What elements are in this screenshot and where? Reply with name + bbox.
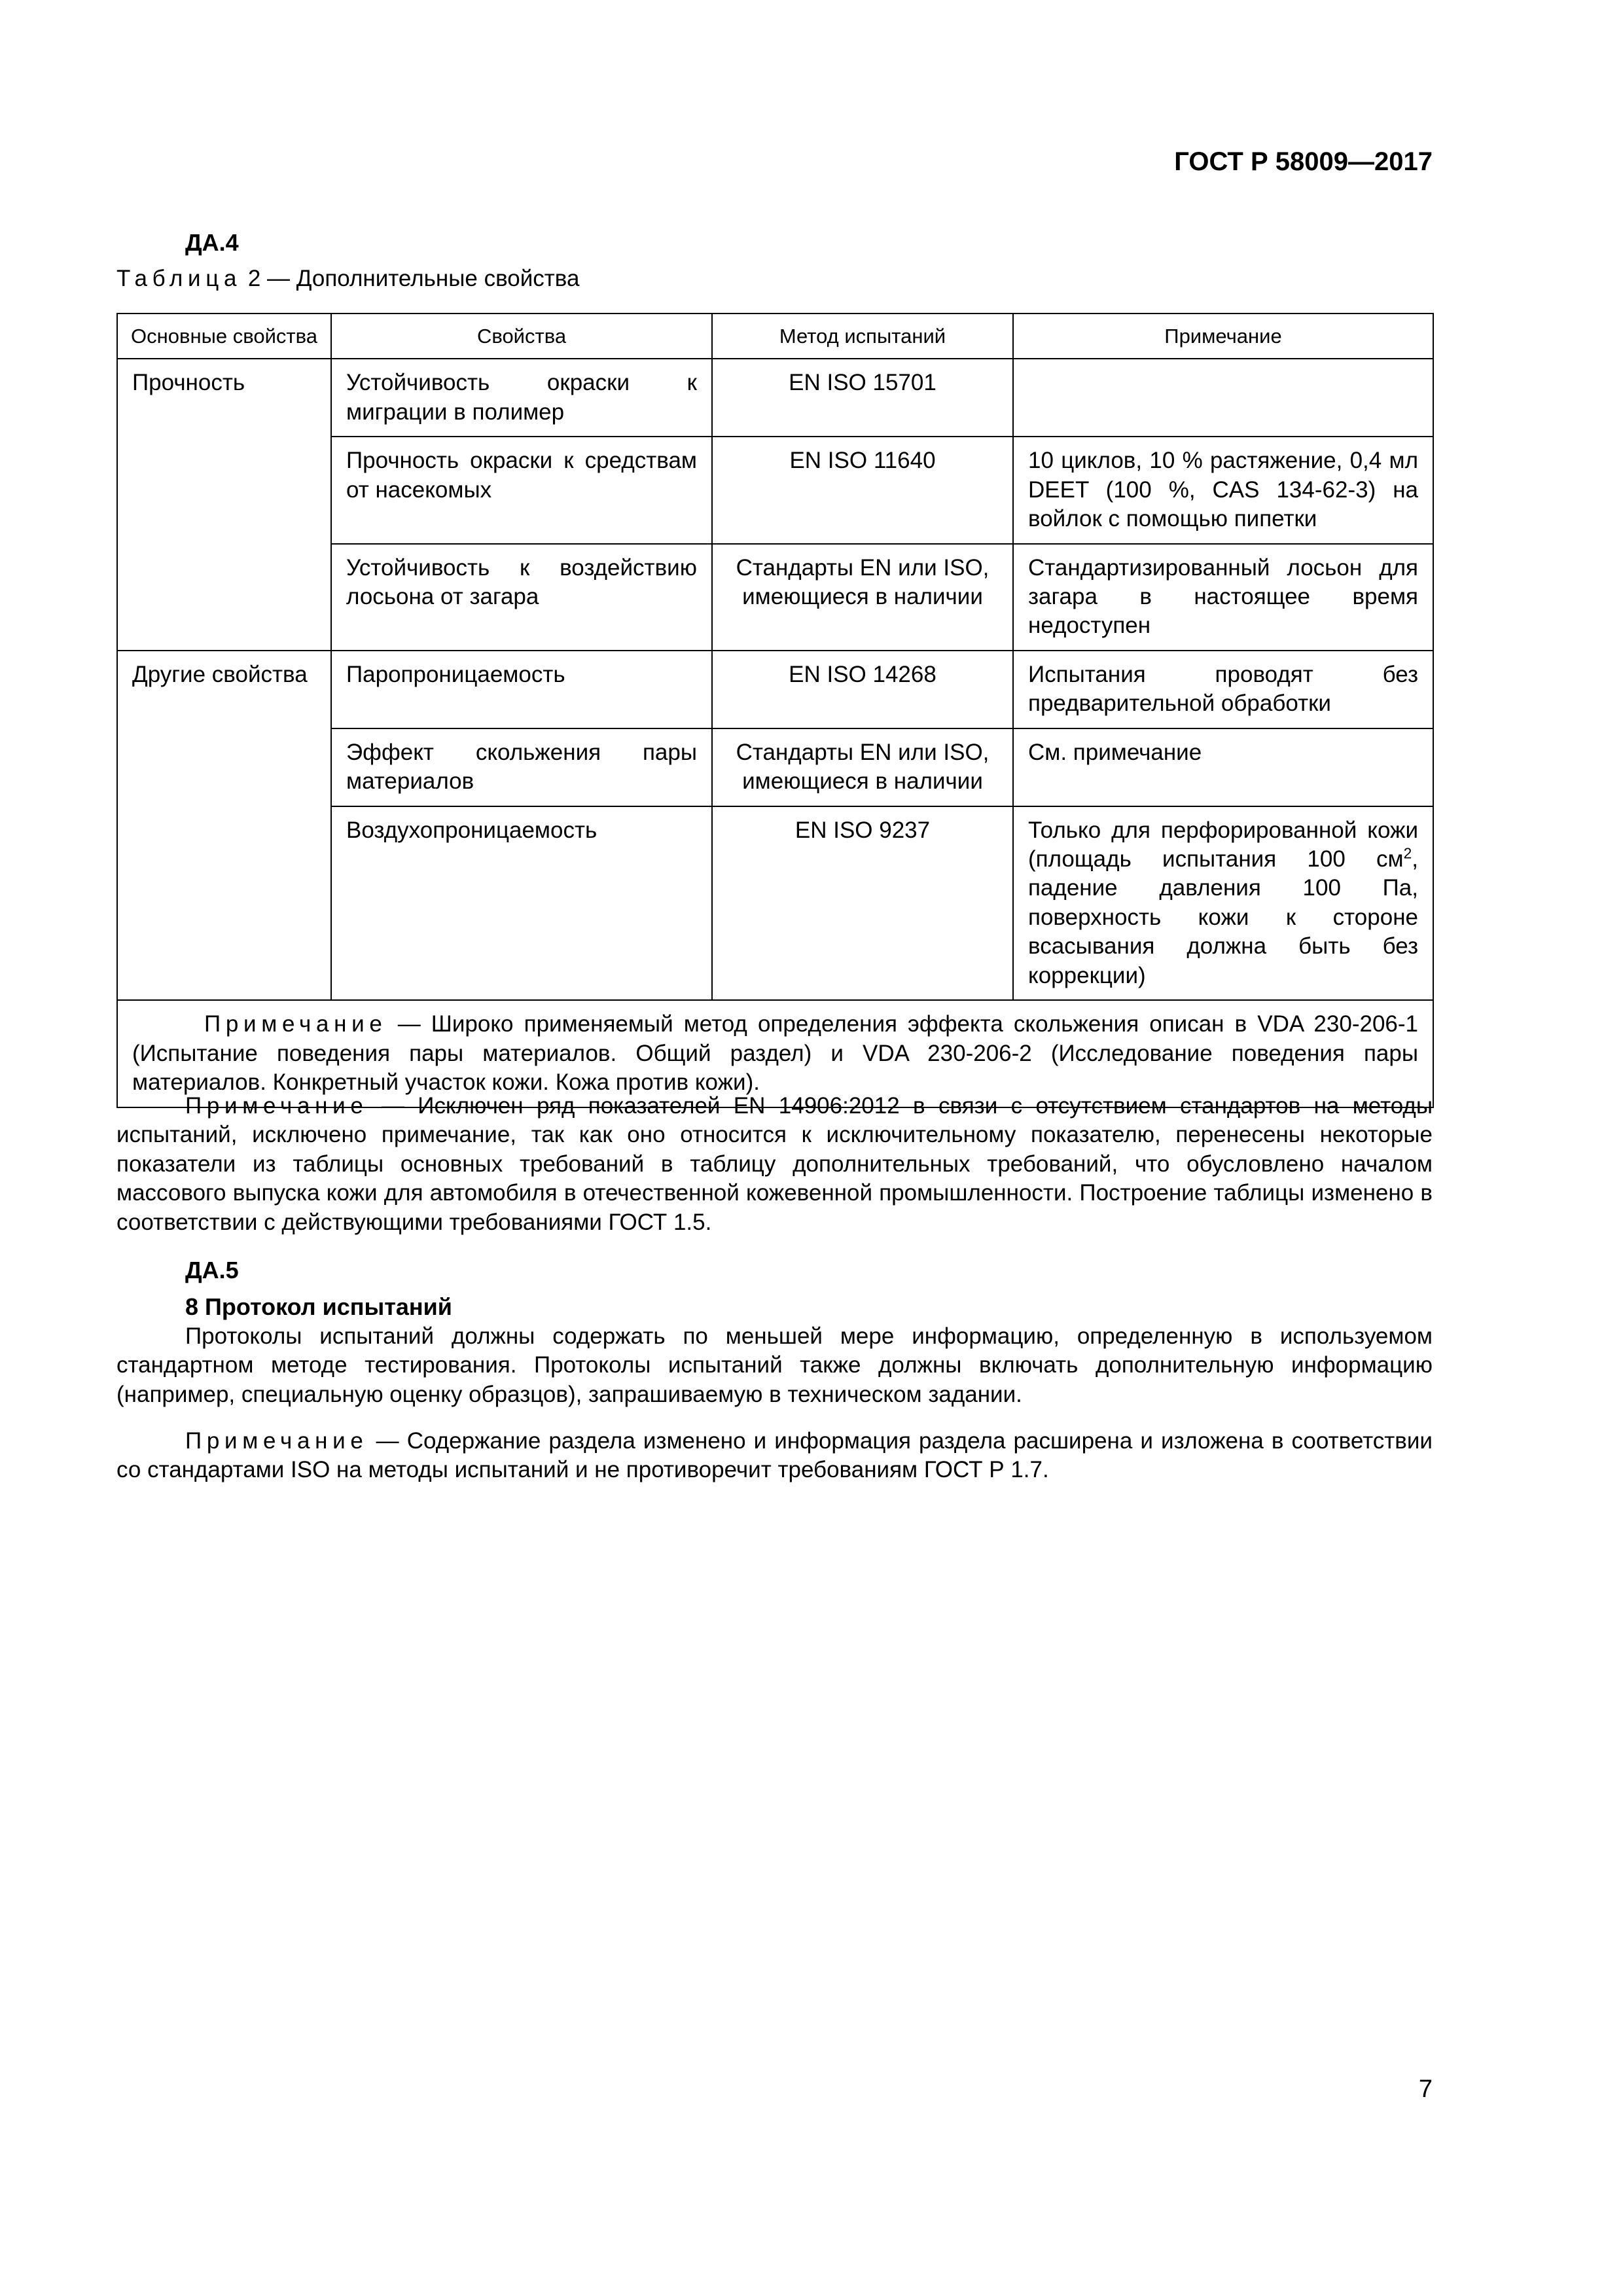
additional-properties-table bbox=[116, 313, 1434, 1108]
footnote-word: Примечание bbox=[204, 1011, 387, 1037]
note-cell bbox=[1013, 359, 1433, 437]
property-cell: Воздухопроницаемость bbox=[331, 806, 712, 1001]
method-cell: Стандарты EN или ISO, имеющиеся в наличии bbox=[712, 544, 1013, 651]
note-paragraph-1 bbox=[116, 1092, 1433, 1237]
note-cell: Только для перфорированной кожи (площадь испытания 100 $см^2$, падение давления 100 Па, поверхность кожи к стороне всасывания должна быть без коррекции) bbox=[1013, 806, 1433, 1001]
table-row bbox=[117, 651, 1433, 728]
property-cell: Прочность окраски к средствам от насекомых bbox=[331, 437, 712, 543]
method-cell: EN ISO 15701 bbox=[712, 359, 1013, 437]
column-header: Метод испытаний bbox=[712, 314, 1013, 359]
table-row bbox=[117, 359, 1433, 437]
column-header: Основные свойства bbox=[117, 314, 331, 359]
table-caption-text: 2 — Дополнительные свойства bbox=[241, 266, 580, 291]
property-cell: Устойчивость окраски к миграции в полимер bbox=[331, 359, 712, 437]
property-cell: Устойчивость к воздействию лосьона от загара bbox=[331, 544, 712, 651]
note-cell: 10 циклов, 10 % растяжение, 0,4 мл DEET (100 %, CAS 134-62-3) на войлок с помощью пипетки bbox=[1013, 437, 1433, 543]
note-cell: Стандартизированный лосьон для загара в настоящее время недоступен bbox=[1013, 544, 1433, 651]
note-cell: Испытания проводят без предварительной обработки bbox=[1013, 651, 1433, 728]
column-header: Примечание bbox=[1013, 314, 1433, 359]
method-cell: Стандарты EN или ISO, имеющиеся в наличии bbox=[712, 728, 1013, 806]
note-text: — Исключен ряд показателей EN 14906:2012 в связи с отсутствием стандартов на методы испытаний, исключено примечание, так как оно относится к исключительному показателю, перенесены некоторые показатели из таблицы основных требований в таблицу дополнительных требований, что обусловлено началом массового выпуска кожи для автомобиля в отечественной кожевенной промышленности. Построение таблицы изменено в соответствии с действующими требованиями ГОСТ 1.5. bbox=[116, 1093, 1433, 1235]
note-cell: См. примечание bbox=[1013, 728, 1433, 806]
property-cell: Паропроницаемость bbox=[331, 651, 712, 728]
method-cell: EN ISO 11640 bbox=[712, 437, 1013, 543]
footnote-text: — Широко применяемый метод определения эффекта скольжения описан в VDA 230-206-1 (Испытание поведения пары материалов. Общий раздел) и VDA 230-206-2 (Исследование поведения пары материалов. Конкретный участок кожи. Кожа против кожи). bbox=[132, 1011, 1418, 1096]
section-8-heading: 8 Протокол испытаний bbox=[185, 1293, 452, 1320]
table-header-row bbox=[117, 314, 1433, 359]
group-cell-strength: Прочность bbox=[117, 359, 331, 651]
note-word: Примечание bbox=[185, 1093, 368, 1119]
property-cell: Эффект скольжения пары материалов bbox=[331, 728, 712, 806]
section-8-paragraph: Протоколы испытаний должны содержать по меньшей мере информацию, определенную в используемом стандартном методе тестирования. Протоколы испытаний также должны включать дополнительную информацию (например, специальную оценку образцов), запрашиваемую в техническом задании. bbox=[116, 1323, 1433, 1407]
table-caption-word: Таблица bbox=[116, 266, 242, 291]
note-paragraph-2 bbox=[116, 1427, 1433, 1485]
method-cell: EN ISO 14268 bbox=[712, 651, 1013, 728]
page-number: 7 bbox=[1418, 2075, 1433, 2103]
section-da5-heading: ДА.5 bbox=[185, 1257, 239, 1283]
group-cell-other: Другие свойства bbox=[117, 651, 331, 1000]
document-code: ГОСТ Р 58009—2017 bbox=[1174, 147, 1433, 176]
table-caption bbox=[116, 264, 579, 293]
method-cell: EN ISO 9237 bbox=[712, 806, 1013, 1001]
section-da4-heading: ДА.4 bbox=[185, 229, 239, 256]
column-header: Свойства bbox=[331, 314, 712, 359]
note-text: — Содержание раздела изменено и информация раздела расширена и изложена в соответствии со стандартами ISO на методы испытаний и не противоречит требованиям ГОСТ Р 1.7. bbox=[116, 1428, 1433, 1483]
note-word: Примечание bbox=[185, 1428, 368, 1454]
